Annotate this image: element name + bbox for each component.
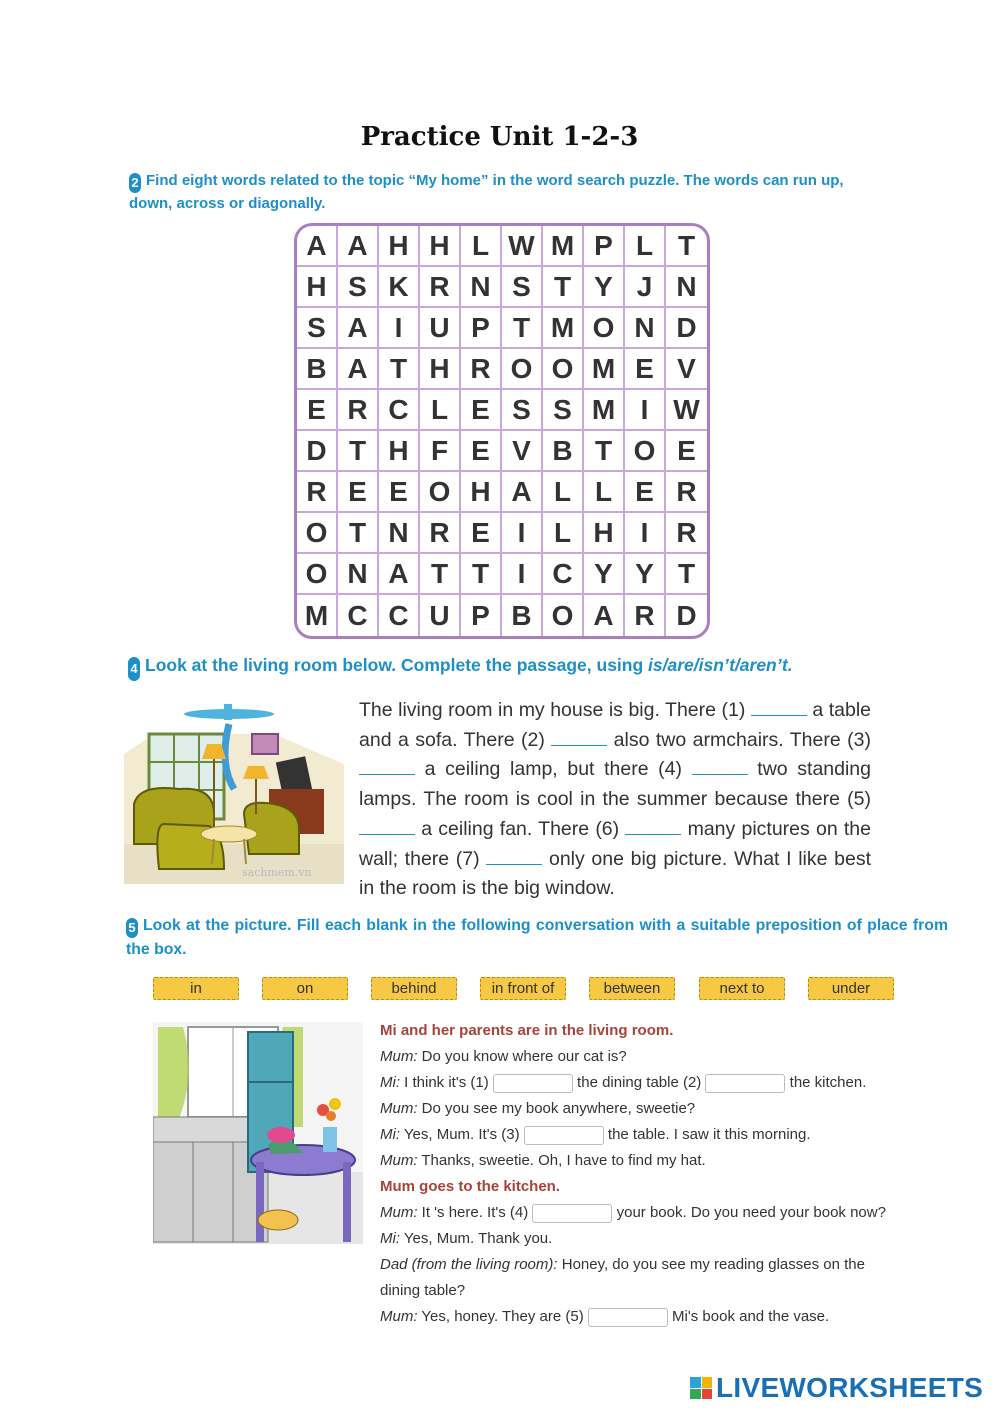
word-box-next-to: next to	[699, 977, 785, 1000]
grid-cell[interactable]: E	[379, 472, 420, 513]
grid-cell[interactable]: R	[666, 472, 707, 513]
dialogue-text: Thanks, sweetie. Oh, I have to find my hat.	[417, 1152, 706, 1169]
brand-name: LIVEWORKSHEETS	[716, 1372, 984, 1403]
word-box-under: under	[808, 977, 894, 1000]
grid-cell[interactable]: T	[338, 513, 379, 554]
grid-cell[interactable]: A	[379, 554, 420, 595]
dialogue-text: your book. Do you need your book now?	[612, 1204, 886, 1221]
grid-cell[interactable]: M	[543, 308, 584, 349]
grid-cell[interactable]: C	[338, 595, 379, 636]
grid-cell[interactable]: U	[420, 595, 461, 636]
grid-cell[interactable]: Y	[584, 267, 625, 308]
grid-cell[interactable]: T	[584, 431, 625, 472]
passage-text: a ceiling fan. There (6)	[415, 817, 626, 840]
blank-2[interactable]	[551, 728, 607, 746]
grid-cell[interactable]: R	[420, 513, 461, 554]
word-box-on: on	[262, 977, 348, 1000]
exercise-number-badge: 5	[126, 918, 138, 938]
grid-cell[interactable]: E	[461, 390, 502, 431]
speaker: Mum:	[380, 1204, 418, 1221]
grid-cell[interactable]: V	[666, 349, 707, 390]
grid-cell[interactable]: N	[461, 267, 502, 308]
exercise-4-text: Look at the living room below. Complete the passage, using	[145, 655, 649, 675]
exercise-number-badge: 2	[129, 173, 141, 193]
grid-cell[interactable]: Y	[625, 554, 666, 595]
grid-cell[interactable]: R	[625, 595, 666, 636]
answer-box-5[interactable]	[588, 1308, 668, 1327]
exercise-2-text: Find eight words related to the topic “My home” in the word search puzzle. The words can run up, down, across or diagonally.	[129, 172, 844, 212]
passage-text: only one big picture. What I like best in the room is the big window.	[359, 847, 872, 900]
grid-cell[interactable]: T	[666, 554, 707, 595]
speaker: Mi:	[380, 1230, 400, 1247]
dialogue-text: It 's here. It's (4)	[417, 1204, 533, 1221]
grid-cell[interactable]: N	[338, 554, 379, 595]
exercise-4-instruction	[128, 654, 928, 681]
word-box-behind: behind	[371, 977, 457, 1000]
grid-cell[interactable]: E	[666, 431, 707, 472]
answer-box-1[interactable]	[493, 1074, 573, 1093]
grid-cell[interactable]: L	[543, 513, 584, 554]
grid-cell[interactable]: D	[297, 431, 338, 472]
dialogue-text: Yes, honey. They are (5)	[417, 1308, 588, 1325]
living-room-illustration	[124, 694, 344, 884]
passage-text: The living room in my house is big. There (1)	[359, 699, 751, 721]
grid-cell[interactable]: H	[297, 267, 338, 308]
image-watermark: sachmem.vn	[242, 866, 312, 879]
grid-cell[interactable]: M	[584, 390, 625, 431]
grid-cell[interactable]: E	[461, 513, 502, 554]
grid-cell[interactable]: S	[543, 390, 584, 431]
grid-cell[interactable]: O	[502, 349, 543, 390]
grid-cell[interactable]: M	[584, 349, 625, 390]
grid-cell[interactable]: M	[543, 226, 584, 267]
grid-cell[interactable]: S	[297, 308, 338, 349]
grid-cell[interactable]: R	[666, 513, 707, 554]
dialogue-text: I think it's (1)	[400, 1074, 493, 1091]
grid-cell[interactable]: S	[502, 267, 543, 308]
dialogue-text: Do you see my book anywhere, sweetie?	[417, 1100, 696, 1117]
passage-text: a table and a sofa. There (2)	[359, 699, 871, 751]
grid-cell[interactable]: O	[625, 431, 666, 472]
grid-cell[interactable]: E	[461, 431, 502, 472]
blank-7[interactable]	[486, 847, 542, 865]
grid-cell[interactable]: O	[543, 595, 584, 636]
exercise-4-verbs: is/are/isn’t/aren’t.	[648, 655, 793, 675]
grid-cell[interactable]: T	[420, 554, 461, 595]
grid-cell[interactable]: V	[502, 431, 543, 472]
grid-cell[interactable]: T	[338, 431, 379, 472]
grid-cell[interactable]: E	[625, 472, 666, 513]
grid-cell[interactable]: O	[420, 472, 461, 513]
word-box-in-front-of: in front of	[480, 977, 566, 1000]
dialogue-text: Mi's book and the vase.	[667, 1308, 830, 1325]
exercise-number-badge: 4	[128, 657, 140, 681]
grid-cell[interactable]: H	[379, 431, 420, 472]
grid-cell[interactable]: D	[666, 308, 707, 349]
grid-cell[interactable]: H	[420, 226, 461, 267]
passage-text: a ceiling lamp, but there (4)	[415, 758, 692, 781]
grid-cell[interactable]: R	[297, 472, 338, 513]
passage-text: two standing lamps. The room is cool in the summer because there (5)	[359, 758, 871, 811]
grid-cell[interactable]: I	[379, 308, 420, 349]
grid-cell[interactable]: S	[338, 267, 379, 308]
exercise-5-instruction	[126, 914, 948, 962]
scene-heading: Mum goes to the kitchen.	[380, 1178, 561, 1195]
blank-3[interactable]	[359, 757, 415, 775]
grid-cell[interactable]: P	[461, 308, 502, 349]
grid-cell[interactable]: S	[502, 390, 543, 431]
grid-cell[interactable]: J	[625, 267, 666, 308]
exercise-5-text: Look at the picture. Fill each blank in the following conversation with a suitable preposition of place from the box.	[126, 917, 948, 958]
grid-cell[interactable]: U	[420, 308, 461, 349]
dialogue-text: Yes, Mum. Thank you.	[400, 1230, 553, 1247]
grid-cell[interactable]: C	[379, 595, 420, 636]
conversation	[380, 1018, 920, 1330]
grid-cell[interactable]: L	[461, 226, 502, 267]
grid-cell[interactable]: I	[625, 513, 666, 554]
speaker: Dad (from the living room):	[380, 1256, 558, 1273]
grid-cell[interactable]: L	[625, 226, 666, 267]
word-box-between: between	[589, 977, 675, 1000]
grid-cell[interactable]: D	[676, 599, 697, 631]
grid-cell[interactable]: E	[625, 349, 666, 390]
grid-cell[interactable]: A	[502, 472, 543, 513]
grid-cell[interactable]: O	[297, 513, 338, 554]
grid-cell[interactable]: T	[543, 267, 584, 308]
speaker: Mum:	[380, 1100, 418, 1117]
dialogue-text: the dining table (2)	[572, 1074, 706, 1091]
speaker: Mum:	[380, 1308, 418, 1325]
exercise-2-instruction	[129, 170, 879, 215]
grid-cell[interactable]: W	[502, 226, 543, 267]
dialogue-text: Do you know where our cat is?	[417, 1048, 627, 1065]
grid-cell[interactable]: H	[461, 472, 502, 513]
grid-cell[interactable]: C	[543, 554, 584, 595]
scene-heading: Mi and her parents are in the living room.	[380, 1022, 674, 1039]
grid-cell[interactable]: M	[297, 595, 338, 636]
grid-cell[interactable]: T	[379, 349, 420, 390]
passage-text: many pictures on the wall; there (7)	[359, 817, 871, 870]
grid-cell[interactable]: L	[420, 390, 461, 431]
grid-cell[interactable]: L	[584, 472, 625, 513]
grid-cell[interactable]: A	[338, 308, 379, 349]
speaker: Mi:	[380, 1074, 400, 1091]
grid-cell[interactable]: O	[543, 349, 584, 390]
speaker: Mum:	[380, 1152, 418, 1169]
grid-cell[interactable]: L	[543, 472, 584, 513]
grid-cell[interactable]: B	[297, 349, 338, 390]
dialogue-text: the table. I saw it this morning.	[603, 1126, 811, 1143]
grid-cell[interactable]: I	[502, 513, 543, 554]
grid-cell[interactable]: P	[584, 226, 625, 267]
word-search-grid[interactable]	[294, 223, 710, 639]
grid-cell[interactable]: B	[502, 595, 543, 636]
dialogue-text: Honey, do you see my reading glasses on the dining table?	[380, 1256, 865, 1299]
kitchen-illustration	[153, 1022, 363, 1244]
page-title: Practice Unit 1-2-3	[360, 122, 639, 152]
grid-cell[interactable]: E	[338, 472, 379, 513]
brand-icon	[690, 1377, 712, 1399]
grid-cell[interactable]: H	[584, 513, 625, 554]
dialogue-text: the kitchen.	[785, 1074, 867, 1091]
grid-cell[interactable]: B	[543, 431, 584, 472]
grid-cell[interactable]: O	[584, 308, 625, 349]
grid-cell[interactable]: N	[666, 267, 707, 308]
grid-cell[interactable]: N	[379, 513, 420, 554]
passage	[359, 696, 871, 904]
answer-box-4[interactable]	[532, 1204, 612, 1223]
speaker: Mi:	[380, 1126, 400, 1143]
grid-cell[interactable]: H	[420, 349, 461, 390]
grid-cell[interactable]: O	[297, 554, 338, 595]
grid-cell[interactable]: R	[420, 267, 461, 308]
answer-box-2[interactable]	[705, 1074, 785, 1093]
grid-cell[interactable]: N	[625, 308, 666, 349]
blank-1[interactable]	[751, 698, 807, 716]
grid-cell[interactable]: T	[666, 226, 707, 267]
grid-cell[interactable]: A	[338, 226, 379, 267]
grid-cell[interactable]: A	[297, 226, 338, 267]
speaker: Mum:	[380, 1048, 418, 1065]
blank-6[interactable]	[625, 817, 681, 835]
liveworksheets-logo	[690, 1372, 983, 1404]
grid-cell[interactable]: T	[461, 554, 502, 595]
grid-cell[interactable]: Y	[584, 554, 625, 595]
grid-cell[interactable]: R	[338, 390, 379, 431]
grid-cell[interactable]: I	[625, 390, 666, 431]
grid-cell[interactable]: F	[420, 431, 461, 472]
passage-text: also two armchairs. There (3)	[607, 728, 871, 751]
grid-cell[interactable]: P	[461, 595, 502, 636]
grid-cell[interactable]: I	[502, 554, 543, 595]
grid-cell[interactable]: H	[379, 226, 420, 267]
grid-cell[interactable]: W	[666, 390, 707, 431]
grid-cell[interactable]: E	[297, 390, 338, 431]
grid-cell[interactable]: A	[338, 349, 379, 390]
grid-cell[interactable]: T	[502, 308, 543, 349]
grid-cell[interactable]: R	[461, 349, 502, 390]
answer-box-3[interactable]	[524, 1126, 604, 1145]
grid-cell[interactable]: C	[379, 390, 420, 431]
word-box-in: in	[153, 977, 239, 1000]
blank-5[interactable]	[359, 817, 415, 835]
grid-cell[interactable]: A	[584, 595, 625, 636]
dialogue-text: Yes, Mum. It's (3)	[400, 1126, 524, 1143]
blank-4[interactable]	[692, 757, 748, 775]
grid-cell[interactable]: K	[379, 267, 420, 308]
